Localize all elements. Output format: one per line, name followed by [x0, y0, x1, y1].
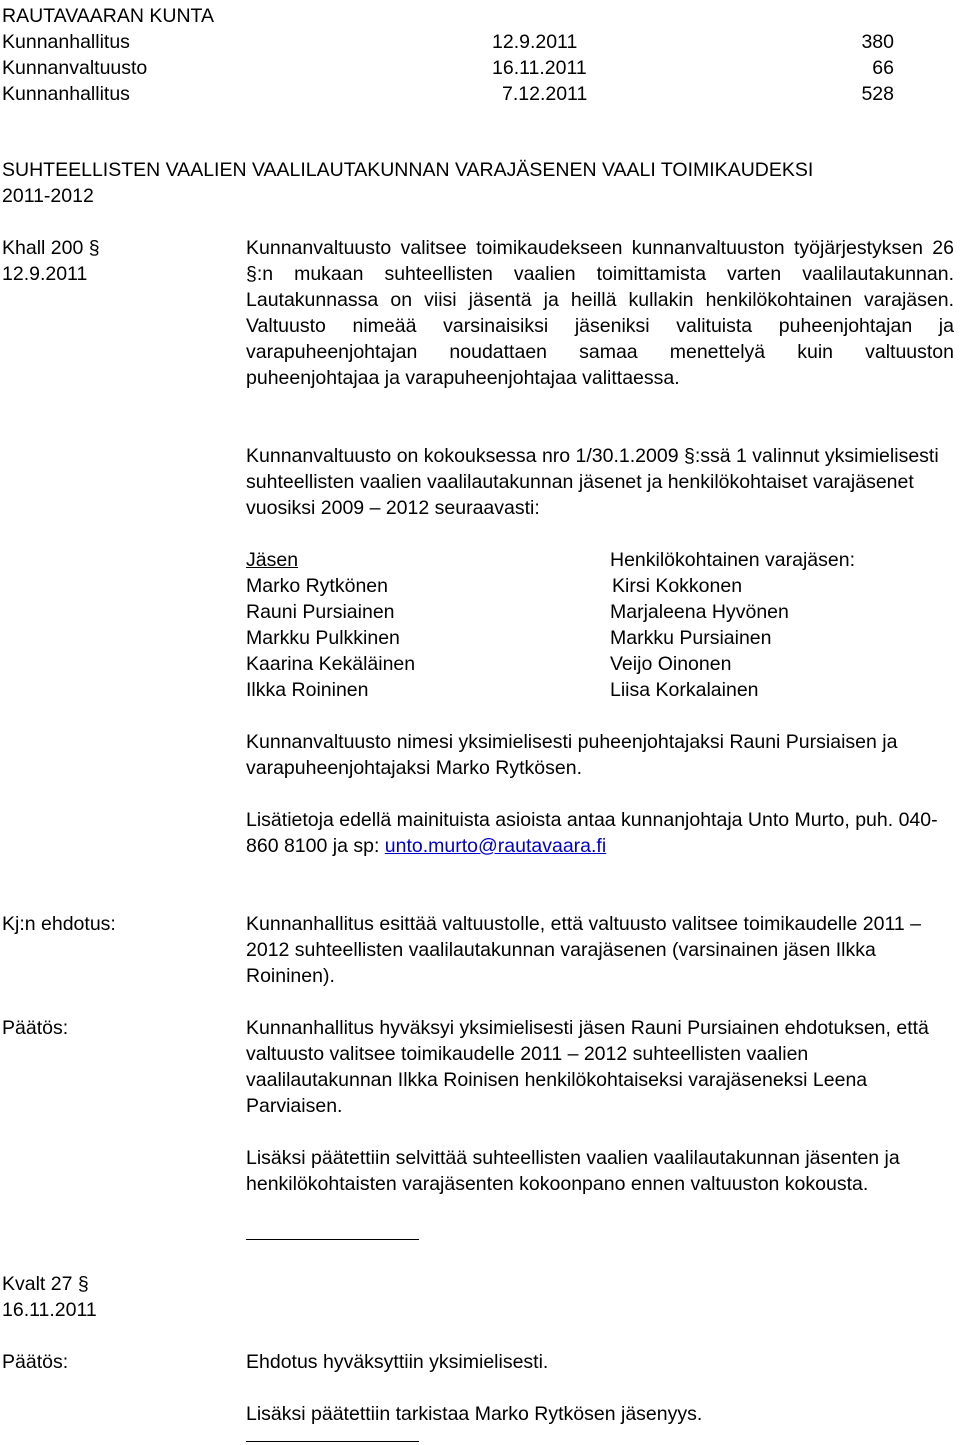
header-page: 528	[861, 83, 894, 105]
intro-paragraph	[246, 235, 954, 391]
decision-extra-paragraph	[246, 1401, 954, 1427]
decision-extra-text: Lisäksi päätettiin tarkistaa Marko Rytkösen jäsenyys.	[246, 1403, 703, 1425]
deputy-name: Kirsi Kokkonen	[612, 575, 743, 597]
meeting-text: Kunnanvaltuusto on kokouksessa nro 1/30.1.2009 §:ssä 1 valinnut yksimielisesti suhteellisten vaalien vaalilautakunnan jäsenet ja henkilökohtaiset varajäsenet vuosiksi 2009 – 2012 seuraavasti:	[246, 445, 939, 519]
email-link[interactable]: unto.murto@rautavaara.fi	[384, 835, 607, 857]
decision-extra-paragraph	[246, 1145, 954, 1197]
header-body: Kunnanhallitus	[2, 83, 130, 105]
proposal-label: Kj:n ehdotus:	[2, 913, 116, 935]
header-page: 66	[872, 57, 894, 79]
member-name: Markku Pulkkinen	[246, 627, 400, 649]
khall-section-ref: Khall 200 §	[2, 237, 100, 259]
meeting-paragraph	[246, 443, 954, 521]
decision-text: Ehdotus hyväksyttiin yksimielisesti.	[246, 1351, 549, 1373]
decision-extra-text: Lisäksi päätettiin selvittää suhteellisten vaalien vaalilautakunnan jäsenten ja henkilökohtaisten varajäsenten kokoonpano ennen valtuuston kokousta.	[246, 1147, 900, 1195]
divider-line	[246, 1239, 419, 1240]
info-text-block	[246, 807, 954, 859]
info-paragraph	[246, 807, 954, 859]
proposal-text: Kunnanhallitus esittää valtuustolle, että valtuusto valitsee toimikaudelle 2011 – 2012 suhteellisten vaalilautakunnan varajäsenen (varsinainen jäsen Ilkka Roininen).	[246, 913, 921, 987]
divider-line	[246, 1441, 419, 1442]
document-title-period: 2011-2012	[2, 185, 94, 207]
organization-name: RAUTAVAARAN KUNTA	[2, 5, 214, 27]
header-date: 16.11.2011	[492, 57, 587, 79]
header-body: Kunnanvaltuusto	[2, 57, 148, 79]
member-name: Rauni Pursiainen	[246, 601, 395, 623]
deputy-name: Markku Pursiainen	[610, 627, 772, 649]
info-text: Lisätietoja edellä mainituista asioista antaa kunnanjohtaja Unto Murto, puh. 040-860 8100 ja sp:	[246, 809, 938, 857]
member-name: Ilkka Roininen	[246, 679, 369, 701]
header-body: Kunnanhallitus	[2, 31, 130, 53]
decision-label: Päätös:	[2, 1351, 69, 1373]
header-page: 380	[861, 31, 894, 53]
members-col-header: Jäsen	[246, 549, 299, 571]
header-date: 12.9.2011	[492, 31, 578, 53]
kvalt-section-ref: Kvalt 27 §	[2, 1273, 89, 1295]
chair-paragraph	[246, 729, 954, 781]
proposal-paragraph	[246, 911, 954, 989]
decision-paragraph	[246, 1015, 954, 1119]
deputy-name: Liisa Korkalainen	[610, 679, 759, 701]
intro-text: Kunnanvaltuusto valitsee toimikaudekseen kunnanvaltuuston työjärjestyksen 26 §:n mukaan suhteellisten vaalien toimittamista varten vaalilautakunnan. Lautakunnassa on viisi jäsentä ja heillä kullakin henkilökohtainen varajäsen. Valtuusto nimeää varsinaisiksi jäseniksi valituista puheenjohtajan ja varapuheenjohtajan noudattaen samaa menettelyä kuin valtuuston puheenjohtajaa ja varapuheenjohtajaa valittaessa.	[246, 237, 954, 389]
deputy-name: Marjaleena Hyvönen	[610, 601, 789, 623]
deputies-col-header: Henkilökohtainen varajäsen:	[610, 549, 855, 571]
deputy-name: Veijo Oinonen	[610, 653, 732, 675]
chair-text: Kunnanvaltuusto nimesi yksimielisesti puheenjohtajaksi Rauni Pursiaisen ja varapuheenjohtajaksi Marko Rytkösen.	[246, 731, 898, 779]
decision-paragraph	[246, 1349, 954, 1375]
member-name: Marko Rytkönen	[246, 575, 388, 597]
member-name: Kaarina Kekäläinen	[246, 653, 416, 675]
khall-date: 12.9.2011	[2, 263, 88, 285]
document-title: SUHTEELLISTEN VAALIEN VAALILAUTAKUNNAN VARAJÄSENEN VAALI TOIMIKAUDEKSI	[2, 159, 814, 181]
header-date: 7.12.2011	[502, 83, 588, 105]
decision-label: Päätös:	[2, 1017, 69, 1039]
decision-text: Kunnanhallitus hyväksyi yksimielisesti jäsen Rauni Pursiainen ehdotuksen, että valtuusto valitsee toimikaudelle 2011 – 2012 suhteellisten vaalien vaalilautakunnan Ilkka Roinisen henkilökohtaiseksi varajäseneksi Leena Parviaisen.	[246, 1017, 929, 1117]
kvalt-date: 16.11.2011	[2, 1299, 97, 1321]
